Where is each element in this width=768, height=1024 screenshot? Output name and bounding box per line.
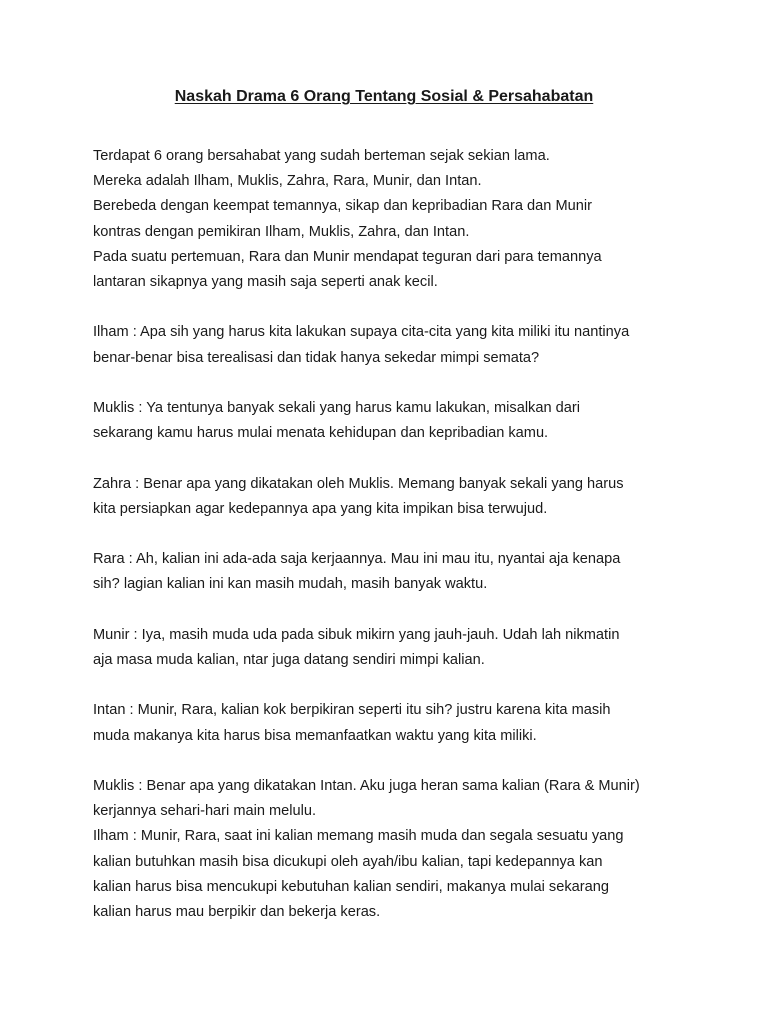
dialogue-paragraph-zahra: [93, 472, 693, 522]
text-line: kontras dengan pemikiran Ilham, Muklis, Zahra, dan Intan.: [93, 223, 470, 240]
text-line: Berebeda dengan keempat temannya, sikap dan kepribadian Rara dan Munir: [93, 198, 592, 215]
document-body: [93, 144, 693, 925]
text-line: Terdapat 6 orang bersahabat yang sudah berteman sejak sekian lama.: [93, 148, 550, 164]
text-line: kalian butuhkan masih bisa dicukupi oleh ayah/ibu kalian, tapi kedepannya kan: [93, 853, 603, 870]
document-title: Naskah Drama 6 Orang Tentang Sosial & Persahabatan: [174, 88, 594, 105]
text-line: kerjannya sehari-hari main melulu.: [93, 803, 317, 820]
text-line: Mereka adalah Ilham, Muklis, Zahra, Rara, Munir, dan Intan.: [93, 173, 482, 190]
text-line: sekarang kamu harus mulai menata kehidupan dan kepribadian kamu.: [93, 425, 549, 442]
text-line: benar-benar bisa terealisasi dan tidak hanya sekedar mimpi semata?: [93, 349, 540, 366]
text-line: Munir : Iya, masih muda uda pada sibuk mikirn yang jauh-jauh. Udah lah nikmatin: [93, 626, 620, 643]
text-line: kita persiapkan agar kedepannya apa yang kita impikan bisa terwujud.: [93, 500, 548, 517]
text-line: lantaran sikapnya yang masih saja seperti anak kecil.: [93, 274, 438, 291]
text-line: Ilham : Munir, Rara, saat ini kalian memang masih muda dan segala sesuatu yang: [93, 828, 624, 845]
dialogue-paragraph-munir: [93, 623, 693, 673]
text-line: Muklis : Ya tentunya banyak sekali yang harus kamu lakukan, misalkan dari: [93, 400, 580, 416]
text-line: kalian harus bisa mencukupi kebutuhan kalian sendiri, makanya mulai sekarang: [93, 878, 609, 895]
dialogue-paragraph-ilham: [93, 320, 693, 370]
text-line: Pada suatu pertemuan, Rara dan Munir mendapat teguran dari para temannya: [93, 248, 602, 265]
dialogue-paragraph-muklis-2: [93, 774, 693, 824]
text-line: sih? lagian kalian ini kan masih mudah, masih banyak waktu.: [93, 576, 488, 593]
text-line: aja masa muda kalian, ntar juga datang sendiri mimpi kalian.: [93, 651, 485, 668]
text-line: muda makanya kita harus bisa memanfaatkan waktu yang kita miliki.: [93, 727, 537, 744]
dialogue-paragraph-ilham-2: [93, 824, 693, 925]
dialogue-paragraph-muklis: [93, 396, 693, 446]
text-line: Zahra : Benar apa yang dikatakan oleh Muklis. Memang banyak sekali yang harus: [93, 475, 624, 492]
text-line: Muklis : Benar apa yang dikatakan Intan. Aku juga heran sama kalian (Rara & Munir): [93, 777, 640, 794]
text-line: Rara : Ah, kalian ini ada-ada saja kerjaannya. Mau ini mau itu, nyantai aja kenapa: [93, 551, 621, 568]
text-line: Intan : Munir, Rara, kalian kok berpikiran seperti itu sih? justru karena kita masih: [93, 702, 611, 719]
intro-paragraph: [93, 144, 693, 295]
dialogue-paragraph-rara: [93, 547, 693, 597]
text-line: Ilham : Apa sih yang harus kita lakukan supaya cita-cita yang kita miliki itu nantinya: [93, 324, 630, 341]
text-line: kalian harus mau berpikir dan bekerja keras.: [93, 903, 381, 920]
dialogue-paragraph-intan: [93, 698, 693, 748]
